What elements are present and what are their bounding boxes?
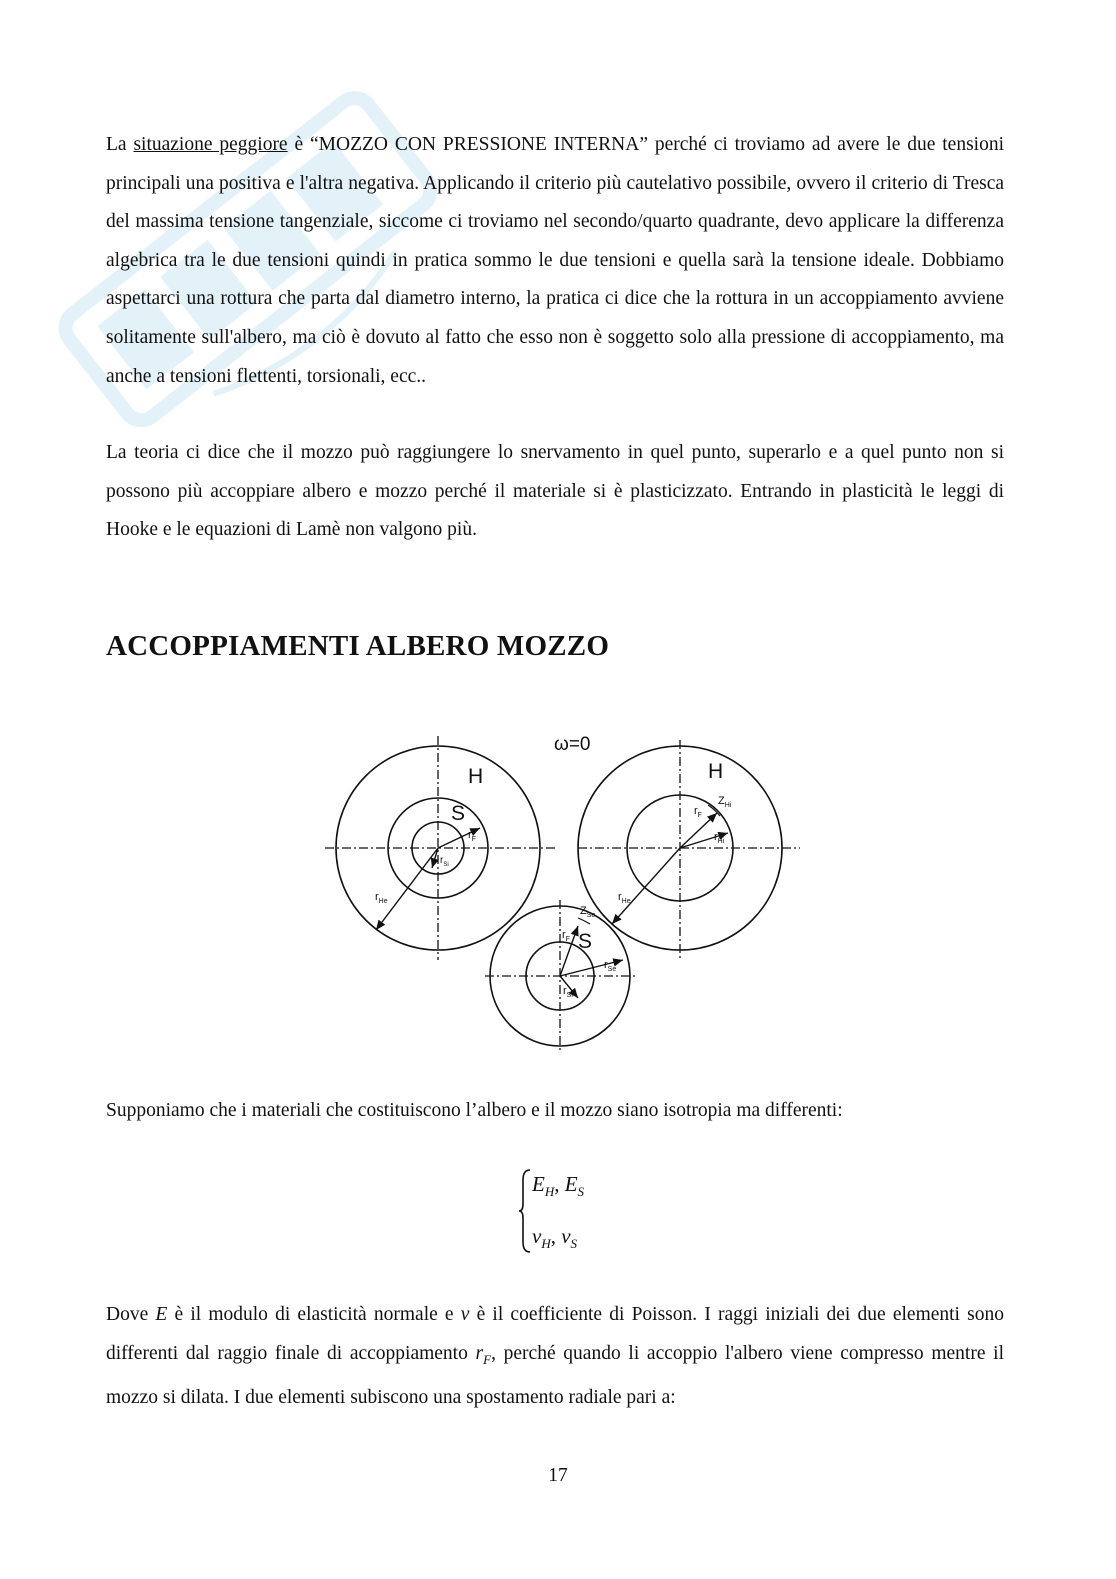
left-brace-icon	[518, 1168, 532, 1254]
bottom-rSe-label: $r_{Se}$	[604, 959, 617, 973]
material-equation	[518, 1168, 638, 1258]
para1-underlined: situazione peggiore	[133, 134, 288, 155]
omega-label: ω=0	[554, 734, 591, 755]
left-rSi-label: $r_{Si}$	[440, 855, 449, 868]
left-S-label: S	[451, 802, 466, 825]
para1-prefix: La	[106, 134, 134, 155]
section-heading: ACCOPPIAMENTI ALBERO MOZZO	[106, 630, 610, 662]
paragraph-definitions: Dove E è il modulo di elasticità normale e ν è il coefficiente di Poisson. I raggi iniziali dei due elementi sono differenti dal raggio finale di accoppiamento $r_F$, perché quando li accoppio l'albero viene compresso mentre il mozzo si dilata. I due elementi subiscono una spostamento radiale pari a:	[106, 1304, 1004, 1409]
right-rHe-label: $r_{He}$	[618, 891, 631, 905]
paragraph-worst-case	[106, 126, 1004, 396]
right-H-label: H	[708, 760, 724, 783]
paragraph-materials: Supponiamo che i materiali che costituiscono l’albero e il mozzo siano isotropia ma differenti:	[106, 1100, 843, 1121]
right-zHi-label: $Z_{Hi}$	[718, 795, 732, 809]
bottom-zSe-label: $Z_{Se}$	[580, 905, 596, 919]
para1-rest: è “MOZZO CON PRESSIONE INTERNA” perché ci troviamo ad avere le due tensioni principali una positiva e l'altra negativa. Applicando il criterio più cautelativo possibile, ovvero il criterio di Tresca del massima tensione tangenziale, siccome ci troviamo nel secondo/quarto quadrante, devo applicare la differenza algebrica tra le due tensioni quindi in pratica sommo le due tensioni e quella sarà la tensione ideale. Dobbiamo aspettarci una rottura che parta dal diametro interno, la pratica ci dice che la rottura in un accoppiamento avviene solitamente sull'albero, ma ciò è dovuto al fatto che esso non è soggetto solo alla pressione di accoppiamento, ma anche a tensioni flettenti, torsionali, ecc..	[106, 134, 1004, 387]
bottom-rF-label: $r_F$	[562, 929, 570, 943]
left-rHe-label: $r_{He}$	[375, 891, 388, 905]
equation-line-E: $E_H$, $E_S$	[532, 1172, 585, 1200]
page-number: 17	[548, 1465, 568, 1486]
bottom-S-label: S	[578, 930, 593, 953]
left-H-label: H	[468, 765, 484, 788]
equation-line-nu: $\nu_H$, $\nu_S$	[532, 1224, 578, 1252]
paragraph-theory: La teoria ci dice che il mozzo può raggiungere lo snervamento in quel punto, superarlo e a quel punto non si possono più accoppiare albero e mozzo perché il materiale si è plasticizzato. Entrando in plasticità le leggi di Hooke e le equazioni di Lamè non valgono più.	[106, 442, 1004, 541]
left-rF-label: $r_F$	[468, 829, 476, 843]
bottom-rSi-label: $r_{Si}$	[563, 985, 573, 999]
coupling-diagram	[320, 728, 810, 1053]
right-rF-label: $r_F$	[694, 805, 702, 819]
right-rHi-label: $r_{Hi}$	[714, 831, 725, 845]
